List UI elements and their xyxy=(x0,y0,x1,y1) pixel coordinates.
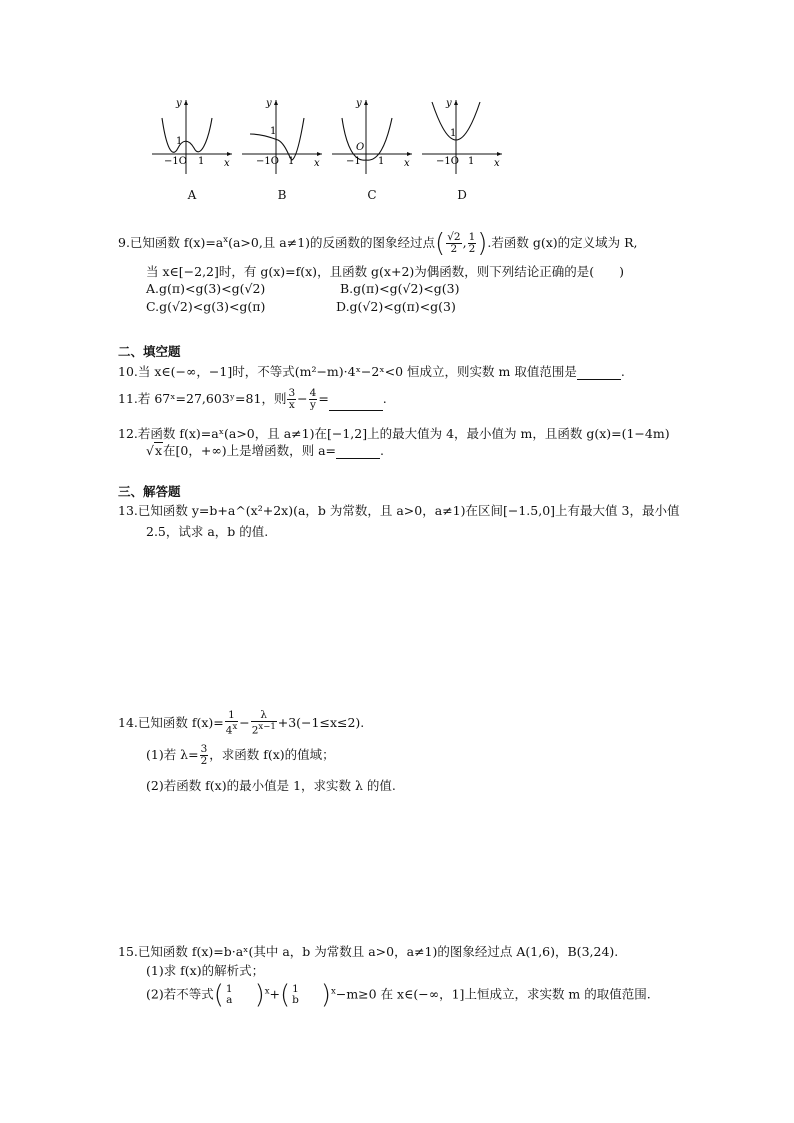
svg-text:−1: −1 xyxy=(346,156,361,167)
section-fill-blank-title: 二、填空题 xyxy=(118,344,181,359)
svg-text:1: 1 xyxy=(176,136,183,147)
q15-part1: (1)求 f(x)的解析式； xyxy=(146,963,265,978)
q14-frac-3-2: $\frac{3}{2}$ xyxy=(200,743,208,767)
q15-paren1-open: ( xyxy=(213,980,224,1010)
q9-option-c: C.g(√2)<g(3)<g(π) xyxy=(146,299,266,314)
svg-text:x: x xyxy=(494,158,500,169)
q15-part2-text: (2)若不等式 xyxy=(146,986,214,1002)
graph-b-label: B xyxy=(277,188,287,202)
q9-text-c: .若函数 g(x)的定义域为 R, xyxy=(487,235,638,250)
svg-text:y: y xyxy=(176,98,182,109)
q9-option-a: A.g(π)<g(3)<g(√2) xyxy=(146,281,266,296)
section-solve-title: 三、解答题 xyxy=(118,484,181,499)
graph-c-plot xyxy=(330,96,418,176)
svg-text:1: 1 xyxy=(270,126,277,137)
svg-text:y: y xyxy=(356,98,362,109)
graph-d-plot xyxy=(420,96,508,176)
svg-text:1: 1 xyxy=(198,156,205,167)
q13-line1: 13.已知函数 y=b+a^(x²+2x)(a，b 为常数，且 a>0，a≠1)在区间[−1.5,0]上有最大值 3，最小值 xyxy=(118,503,680,518)
svg-text:O: O xyxy=(356,142,365,153)
q9-option-d: D.g(√2)<g(π)<g(3) xyxy=(336,299,456,314)
q14-line1: 14.已知函数 f(x)= $\frac{1}{4^x}$ − $\frac{\lambda}{2^{x-1}}$ +3(−1≤x≤2). xyxy=(118,709,365,737)
q14-part1-text: (1)若 λ= xyxy=(146,747,199,762)
graph-c-label: C xyxy=(367,188,377,202)
q10: 10.当 x∈(−∞，−1]时，不等式(m²−m)·4ˣ−2ˣ<0 恒成立，则实数 m 取值范围是 . xyxy=(118,364,625,379)
q11-frac-4y: $\frac{4}{y}$ xyxy=(309,387,317,411)
q9-point-y: $\frac{1}{2}$ xyxy=(468,231,476,255)
svg-text:x: x xyxy=(314,158,320,169)
graph-b-plot xyxy=(240,96,328,176)
q10-blank xyxy=(577,367,621,380)
q9-paren-open: ( xyxy=(435,228,446,259)
svg-text:1: 1 xyxy=(468,156,475,167)
svg-text:1: 1 xyxy=(378,156,385,167)
q11-eq: = xyxy=(318,391,329,406)
q15-line1: 15.已知函数 f(x)=b·aˣ(其中 a，b 为常数且 a>0，a≠1)的图象经过点 A(1,6)，B(3,24). xyxy=(118,944,619,959)
q12-line2: √x在[0，+∞)上是增函数，则 a= . xyxy=(146,443,385,458)
q11: 11.若 67ˣ=27,603ʸ=81，则 $\frac{3}{x}$ − $\frac{4}{y}$ = . xyxy=(118,387,387,411)
q15-part2: (2)若不等式( 1 a )$^x$+( 1 b )$^x$−m≥0 在 x∈(−∞，1]上恒成立，求实数 m 的取值范围. xyxy=(146,980,651,1010)
q13-line2: 2.5，试求 a，b 的值. xyxy=(146,524,269,539)
q9-text-a: 9.已知函数 f(x)=a xyxy=(118,235,224,250)
q15-paren2-open: ( xyxy=(280,980,291,1010)
q14-part1 xyxy=(146,744,335,767)
q12-text: 在[0，+∞)上是增函数，则 a= xyxy=(163,443,337,458)
graph-d-label: D xyxy=(457,188,467,202)
svg-text:x: x xyxy=(404,158,410,169)
svg-text:−1O: −1O xyxy=(256,156,279,167)
q9-line2: 当 x∈[−2,2]时，有 g(x)=f(x)，且函数 g(x+2)为偶函数，则下列结论正确的是( ) xyxy=(146,264,625,279)
q15-paren1-close: ) xyxy=(254,980,265,1010)
q12-sqrt: √x xyxy=(146,443,163,458)
q12-line1: 12.若函数 f(x)=aˣ(a>0，且 a≠1)在[−1,2]上的最大值为 4，最小值为 m，且函数 g(x)=(1−4m) xyxy=(118,426,670,441)
q11-text: 11.若 67ˣ=27,603ʸ=81，则 xyxy=(118,391,287,406)
graph-c xyxy=(330,96,418,176)
q14-part1-text-b: ，求函数 f(x)的值域； xyxy=(209,747,335,762)
svg-text:1: 1 xyxy=(450,128,457,139)
svg-text:x: x xyxy=(224,158,230,169)
q15-frac-1b: 1 b xyxy=(292,983,299,1006)
svg-text:−1O: −1O xyxy=(436,156,459,167)
q15-frac-1a: 1 a xyxy=(225,983,233,1006)
graph-a-label: A xyxy=(187,188,197,202)
graph-b xyxy=(240,96,328,176)
svg-text:y: y xyxy=(446,98,452,109)
q15-paren2-close: ) xyxy=(320,980,332,1010)
q9-point-x: $\frac{√2}{2}$ xyxy=(447,231,461,255)
q11-blank xyxy=(329,398,383,411)
svg-text:−1O: −1O xyxy=(164,156,187,167)
q15-part2-text-b: −m≥0 在 x∈(−∞，1]上恒成立，求实数 m 的取值范围. xyxy=(335,986,651,1002)
q14-part2: (2)若函数 f(x)的最小值是 1，求实数 λ 的值. xyxy=(146,778,396,793)
q9-option-b: B.g(π)<g(√2)<g(3) xyxy=(340,281,460,296)
q14-frac-1: $\frac{1}{4^x}$ xyxy=(225,709,238,737)
q14-text: 14.已知函数 f(x)= xyxy=(118,714,224,730)
graph-a xyxy=(150,96,238,176)
q9-line1: 9.已知函数 $f(x)=a^x(a>0$,且 a≠1)的反函数的图象经过点( $\frac{√2}{2}$ , $\frac{1}{2}$ ).若函数 g(x)的定义域为 R, xyxy=(118,228,638,259)
q12-blank xyxy=(336,446,380,459)
q9-text-b: (a>0,且 a≠1)的反函数的图象经过点 xyxy=(228,235,436,250)
svg-text:y: y xyxy=(266,98,272,109)
q14-frac-lambda: $\frac{\lambda}{2^{x-1}}$ xyxy=(251,709,276,737)
q11-frac-3x: $\frac{3}{x}$ xyxy=(288,387,296,411)
q9-exp: x xyxy=(223,234,229,245)
graph-d xyxy=(420,96,508,176)
q14-text-b: +3(−1≤x≤2). xyxy=(277,714,365,730)
svg-text:1: 1 xyxy=(288,156,295,167)
graph-a-plot xyxy=(150,96,238,176)
q10-text: 10.当 x∈(−∞，−1]时，不等式(m²−m)·4ˣ−2ˣ<0 恒成立，则实数 m 取值范围是 xyxy=(118,364,577,379)
q9-paren-close: ) xyxy=(477,228,488,259)
